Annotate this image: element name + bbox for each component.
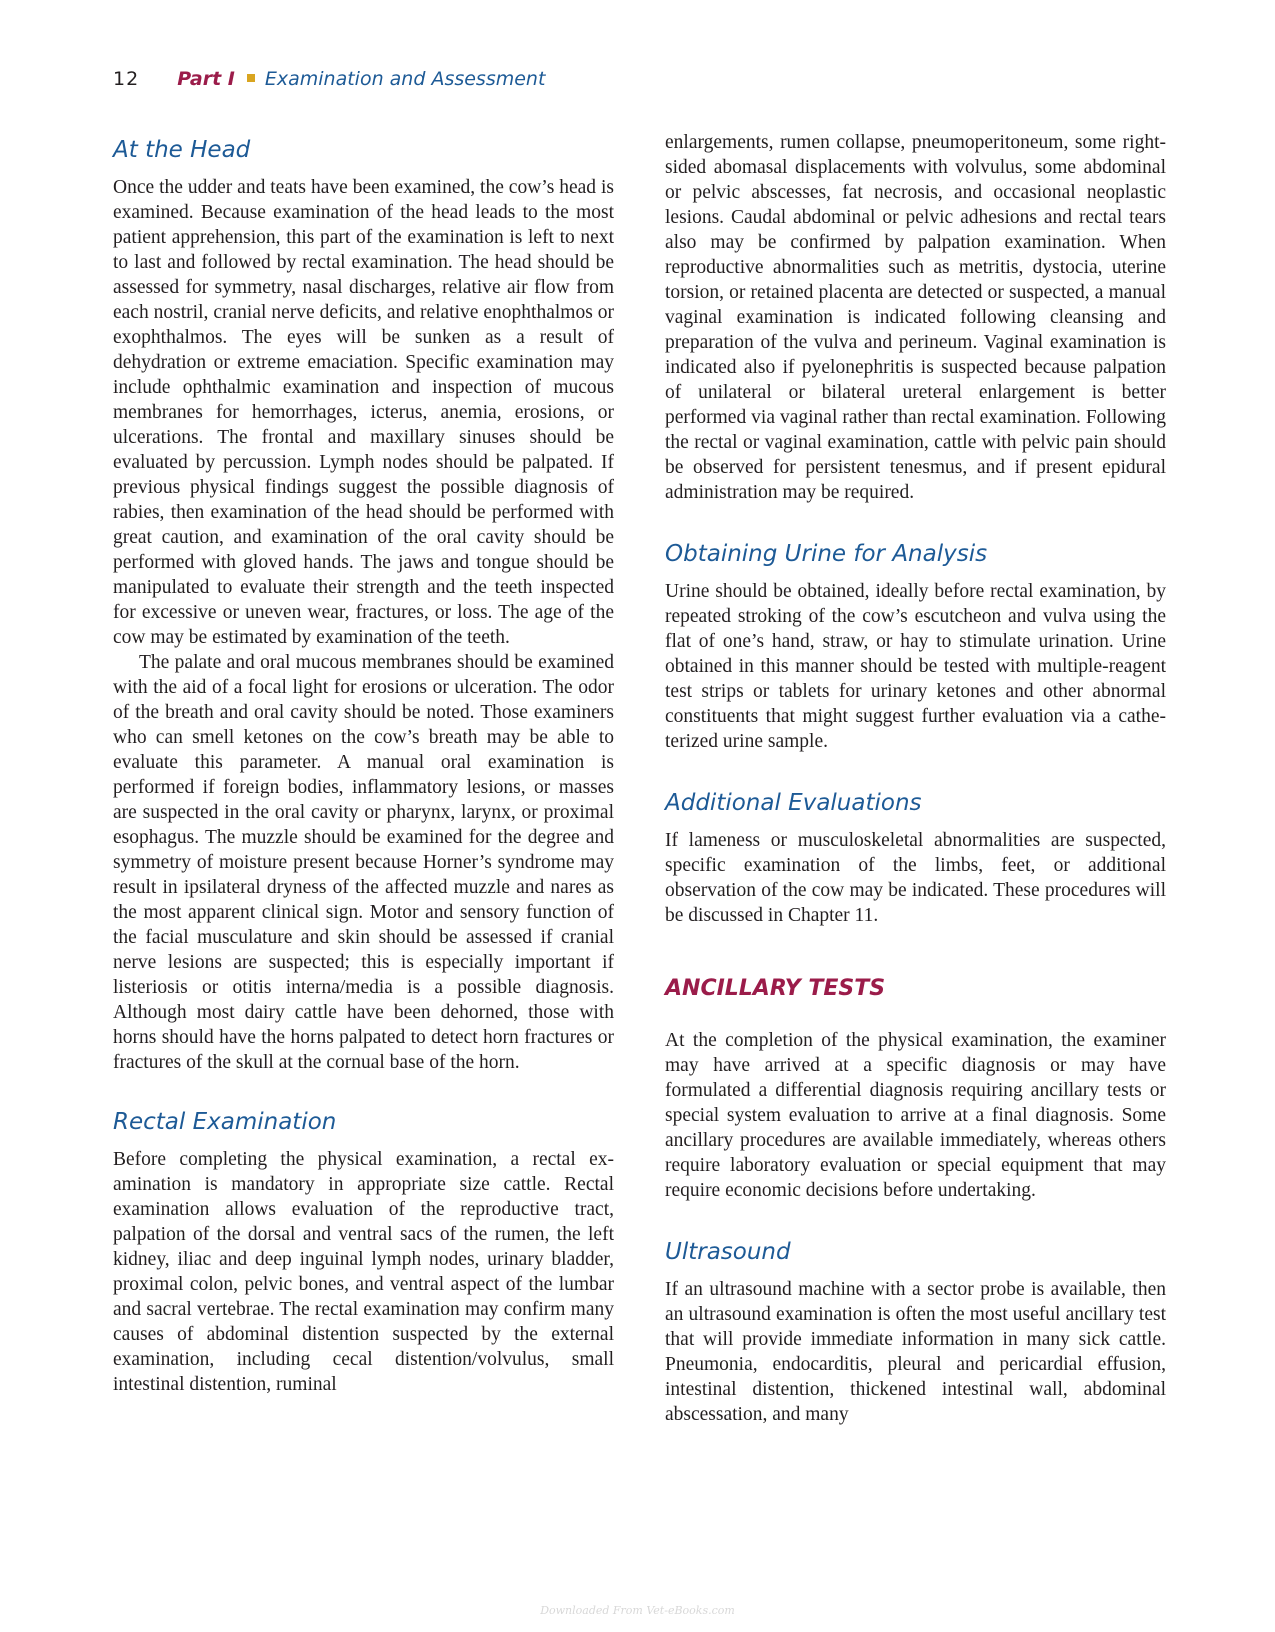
paragraph-ancillary-1: At the completion of the physical examination, the examiner may have arrived at a specific diagnosis or may have formulated a differential diagnosis requiring ancillary tests or special system evaluation to arrive at a final diagnosis. Some ancillary procedures are available immediately, whereas others require laboratory evaluation or special equipment that may require economic decisions before undertaking. (665, 1030, 1166, 1201)
heading-ultrasound: Ultrasound (665, 1239, 791, 1265)
book-section-title: Examination and Assessment (264, 68, 546, 90)
paragraph-urine-1: Urine should be obtained, ideally before rectal examination, by repeated stroking of the cow’s escutcheon and vulva using the flat of one’s hand, straw, or hay to stimulate urination. Urine obtained in this manner should be tested with multiple-reagent test strips or tablets for urinary ketones and other abnormal constituents that might suggest further evaluation via a catheterized urine sample. (665, 581, 1166, 752)
heading-additional-evaluations: Additional Evaluations (665, 790, 922, 816)
paragraph-ultrasound-1: If an ultrasound machine with a sector probe is available, then an ultrasound examination is often the most useful ancillary test that will provide immediate information in many sick cattle. Pneumonia, endocarditis, pleural and pericardial effusion, intestinal distention, thickened intestinal wall, abdominal abscessation, and many (665, 1279, 1166, 1425)
right-column (665, 130, 1166, 1427)
heading-obtaining-urine: Obtaining Urine for Analysis (665, 541, 988, 567)
paragraph-additional-1: If lameness or musculoskeletal abnormalities are suspected, specific examination of the limbs, feet, or additional observation of the cow may be indicated. These procedures will be discussed in Chapter 11. (665, 830, 1166, 926)
paragraph-head-1: Once the udder and teats have been examined, the cow’s head is examined. Because examination of the head leads to the most patient apprehension, this part of the examination is left to next to last and followed by rectal examination. The head should be assessed for symmetry, nasal discharges, relative air flow from each nostril, cranial nerve deficits, and relative enophthalmos or exophthalmos. The eyes will be sunken as a result of dehydration or extreme emaciation. Specific examination may include ophthalmic examination and inspection of mucous membranes for hemorrhages, icterus, anemia, erosions, or ulcerations. The frontal and maxillary sinuses should be evaluated by percussion. Lymph nodes should be palpated. If previous physical findings suggest the possible diagnosis of rabies, then examination of the head should be performed with great caution, and examination of the oral cavity should be performed with gloved hands. The jaws and tongue should be manipulated to evaluate their strength and the teeth inspected for excessive or uneven wear, fractures, or loss. The age of the cow may be estimated by examination of the teeth. (113, 177, 614, 648)
heading-rectal-examination: Rectal Examination (113, 1109, 337, 1135)
paragraph-head-2: The palate and oral mucous membranes should be examined with the aid of a focal light for erosions or ulceration. The odor of the breath and oral cavity should be noted. Those examiners who can smell ketones on the cow’s breath may be able to evaluate this parameter. A manual oral examination is performed if foreign bodies, inflammatory lesions, or masses are suspected in the oral cavity or pharynx, larynx, or proximal esophagus. The muzzle should be examined for the degree and symmetry of moisture present because Horner’s syndrome may result in ipsilateral dryness of the affected muzzle and nares as the most apparent clinical sign. Motor and sensory function of the facial musculature and skin should be assessed if cranial nerve lesions are suspected; this is especially important if listeriosis or otitis interna/media is a possible diagnosis. Although most dairy cattle have been dehorned, those with horns should have the horns palpated to detect horn fractures or fractures of the skull at the cornual base of the horn. (113, 652, 614, 1073)
heading-ancillary-tests: ANCILLARY TESTS (665, 976, 886, 1001)
paragraph-rectal-1: Before completing the physical examination, a rectal examination is mandatory in appropriate size cattle. Rectal examination allows evaluation of the reproductive tract, palpation of the dorsal and ventral sacs of the rumen, the left kidney, iliac and deep inguinal lymph nodes, urinary bladder, proximal colon, pelvic bones, and ventral aspect of the lumbar and sacral vertebrae. The rectal examination may confirm many causes of abdominal distention suspected by the external examination, including cecal distention/volvulus, small intestinal distention, ruminal (113, 1149, 614, 1395)
download-watermark: Downloaded From Vet-eBooks.com (540, 1604, 735, 1617)
heading-at-the-head: At the Head (113, 137, 251, 163)
left-column (113, 130, 614, 1397)
page-number: 12 (113, 68, 140, 90)
paragraph-rectal-continued: enlargements, rumen collapse, pneumoperitoneum, some right-sided abomasal displacements with volvulus, some abdominal or pelvic abscesses, fat necrosis, and occasional neoplastic lesions. Caudal abdominal or pelvic adhesions and rectal tears also may be confirmed by palpation examination. When reproductive abnormalities such as metritis, dystocia, uterine torsion, or retained placenta are detected or suspected, a manual vaginal examination is indicated following cleansing and preparation of the vulva and perineum. Vaginal examination is indicated also if pyelonephritis is suspected because palpation of unilateral or bilateral ureteral enlargement is better performed via vaginal rather than rectal examination. Following the rectal or vaginal examination, cattle with pelvic pain should be observed for persistent tenesmus, and if present epidural administration may be required. (665, 132, 1166, 503)
running-head (113, 66, 545, 92)
part-label: Part I (177, 68, 235, 90)
header-bullet (247, 74, 255, 82)
